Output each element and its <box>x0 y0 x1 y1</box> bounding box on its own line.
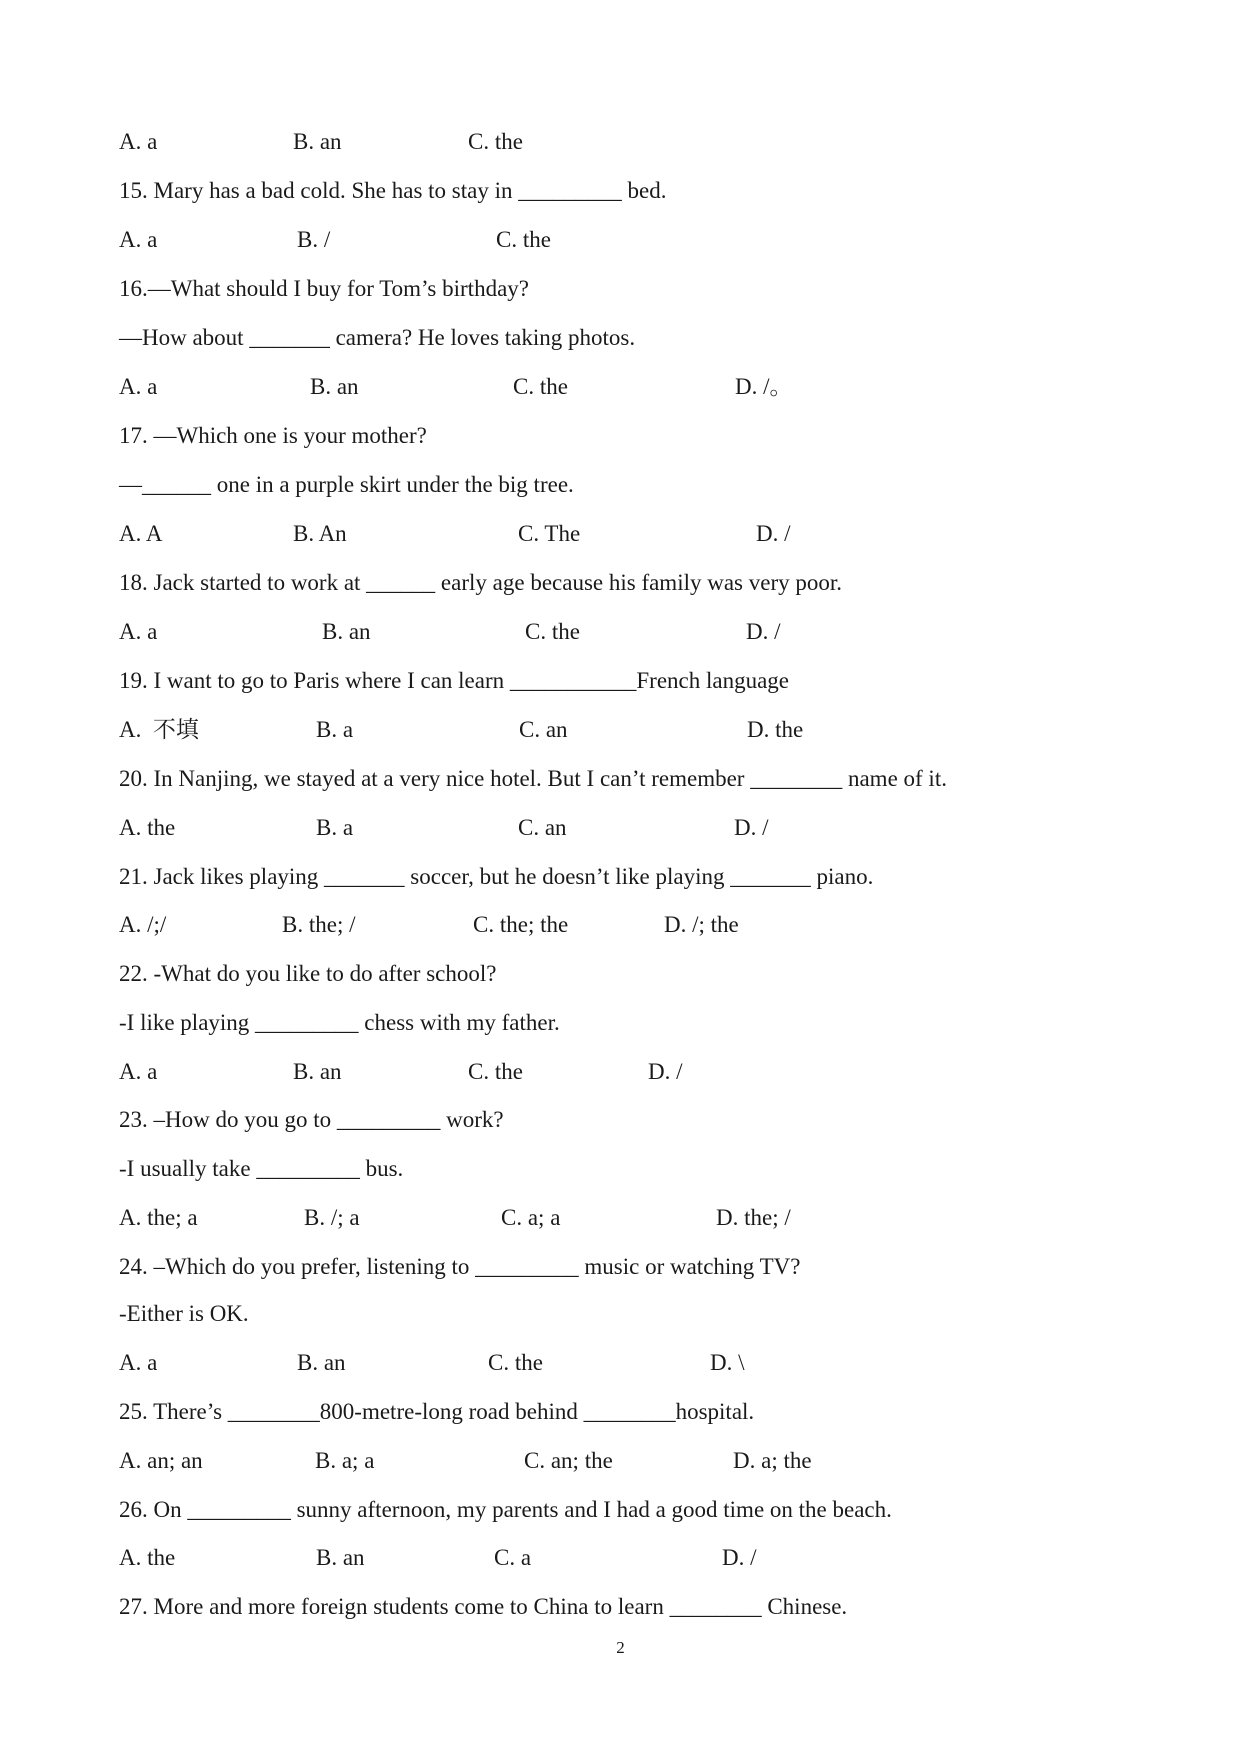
q19-option-d: D. the <box>747 717 804 742</box>
question-16-reply: —How about _______ camera? He loves taking photos. <box>119 325 636 350</box>
q17-option-d: D. / <box>756 521 791 546</box>
q26-option-d: D. / <box>722 1545 757 1570</box>
q20-option-c: C. an <box>518 815 567 840</box>
question-24: 24. –Which do you prefer, listening to _________ music or watching TV? <box>119 1254 801 1279</box>
q14-option-b: B. an <box>293 129 342 154</box>
q21-option-b: B. the; / <box>282 912 356 937</box>
q16-option-a: A. a <box>119 374 158 399</box>
q26-option-a: A. the <box>119 1545 176 1570</box>
question-27: 27. More and more foreign students come to China to learn ________ Chinese. <box>119 1594 848 1619</box>
q25-option-c: C. an; the <box>524 1448 613 1473</box>
q25-option-a: A. an; an <box>119 1448 203 1473</box>
q20-option-b: B. a <box>316 815 354 840</box>
question-19: 19. I want to go to Paris where I can learn ___________French language <box>119 668 790 693</box>
question-17: 17. —Which one is your mother? <box>119 423 427 448</box>
q16-option-c: C. the <box>513 374 568 399</box>
q23-option-d: D. the; / <box>716 1205 791 1230</box>
question-24-reply: -Either is OK. <box>119 1301 249 1326</box>
question-20: 20. In Nanjing, we stayed at a very nice hotel. But I can’t remember ________ name of it. <box>119 766 947 791</box>
q17-option-b: B. An <box>293 521 347 546</box>
question-25: 25. There’s ________800-metre-long road behind ________hospital. <box>119 1399 755 1424</box>
q19-option-b: B. a <box>316 717 354 742</box>
q21-option-a: A. /;/ <box>119 912 167 937</box>
q22-option-b: B. an <box>293 1059 342 1084</box>
q23-option-c: C. a; a <box>501 1205 561 1230</box>
q19-option-c: C. an <box>519 717 568 742</box>
q22-option-d: D. / <box>648 1059 683 1084</box>
q20-option-a: A. the <box>119 815 176 840</box>
q24-option-a: A. a <box>119 1350 158 1375</box>
q23-option-b: B. /; a <box>304 1205 360 1230</box>
q18-option-c: C. the <box>525 619 580 644</box>
question-26: 26. On _________ sunny afternoon, my parents and I had a good time on the beach. <box>119 1497 892 1522</box>
q26-option-b: B. an <box>316 1545 365 1570</box>
q24-option-d: D. \ <box>710 1350 745 1375</box>
q21-option-c: C. the; the <box>473 912 569 937</box>
q23-option-a: A. the; a <box>119 1205 198 1230</box>
question-22-reply: -I like playing _________ chess with my father. <box>119 1010 560 1035</box>
q26-option-c: C. a <box>494 1545 532 1570</box>
question-21: 21. Jack likes playing _______ soccer, but he doesn’t like playing _______ piano. <box>119 864 874 889</box>
question-23: 23. –How do you go to _________ work? <box>119 1107 504 1132</box>
q18-option-a: A. a <box>119 619 158 644</box>
q17-option-a: A. A <box>119 521 163 546</box>
question-17-reply: —______ one in a purple skirt under the big tree. <box>119 472 574 497</box>
q16-option-d: D. /。 <box>735 374 793 399</box>
q25-option-d: D. a; the <box>733 1448 812 1473</box>
q19-option-a: A. 不填 <box>119 717 199 742</box>
question-16: 16.—What should I buy for Tom’s birthday? <box>119 276 529 301</box>
q17-option-c: C. The <box>518 521 581 546</box>
q25-option-b: B. a; a <box>315 1448 375 1473</box>
q14-option-a: A. a <box>119 129 158 154</box>
question-18: 18. Jack started to work at ______ early age because his family was very poor. <box>119 570 843 595</box>
question-15: 15. Mary has a bad cold. She has to stay in _________ bed. <box>119 178 667 203</box>
q15-option-b: B. / <box>297 227 331 252</box>
q20-option-d: D. / <box>734 815 769 840</box>
q24-option-c: C. the <box>488 1350 543 1375</box>
q21-option-d: D. /; the <box>664 912 739 937</box>
page-number: 2 <box>616 1638 625 1657</box>
q16-option-b: B. an <box>310 374 359 399</box>
q14-option-c: C. the <box>468 129 523 154</box>
q15-option-c: C. the <box>496 227 551 252</box>
q15-option-a: A. a <box>119 227 158 252</box>
q24-option-b: B. an <box>297 1350 346 1375</box>
q18-option-d: D. / <box>746 619 781 644</box>
question-23-reply: -I usually take _________ bus. <box>119 1156 404 1181</box>
q22-option-c: C. the <box>468 1059 523 1084</box>
question-22: 22. -What do you like to do after school? <box>119 961 497 986</box>
q18-option-b: B. an <box>322 619 371 644</box>
q22-option-a: A. a <box>119 1059 158 1084</box>
